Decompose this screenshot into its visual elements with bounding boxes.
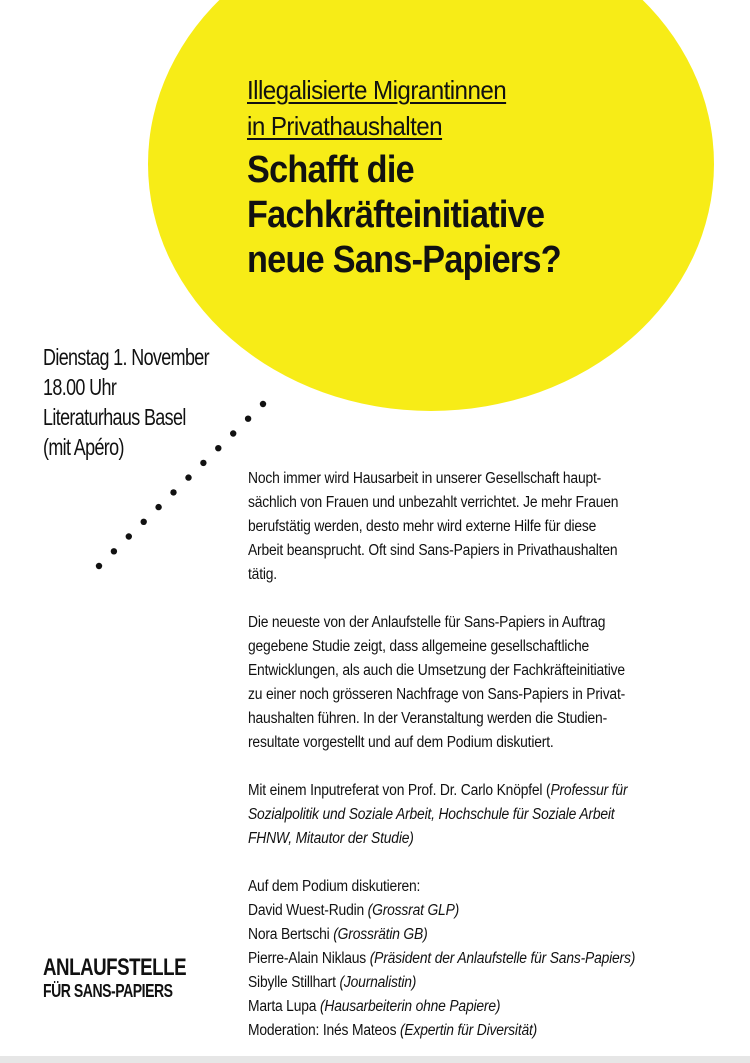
logo-line-2: FÜR SANS-PAPIERS — [43, 981, 173, 1001]
input-role-2: Sozialpolitik und Soziale Arbeit, Hochschule für Soziale Arbeit — [248, 806, 615, 823]
paragraph-line: sächlich von Frauen und unbezahlt verrichtet. Je mehr Frauen — [248, 494, 619, 511]
logo-line-1: ANLAUFSTELLE — [43, 954, 187, 981]
event-extra: (mit Apéro) — [43, 434, 124, 460]
study-paragraph — [248, 611, 698, 755]
input-paragraph — [248, 779, 698, 851]
participant-role: (Hausarbeiterin ohne Papiere) — [319, 998, 501, 1015]
participant-role: (Expertin für Diversität) — [399, 1022, 538, 1039]
intro-paragraph — [248, 467, 698, 587]
participant-name: Moderation: Inés Mateos — [248, 1022, 400, 1039]
subtitle-line-1: Illegalisierte Migrantinnen — [247, 75, 507, 105]
decoration-dot — [111, 548, 117, 554]
decoration-dot — [245, 416, 251, 422]
participant-role: (Grossrätin GB) — [333, 926, 428, 943]
input-role-3: FHNW, Mitautor der Studie) — [248, 830, 414, 847]
decoration-dot — [260, 401, 266, 407]
paragraph-line: berufstätig werden, desto mehr wird externe Hilfe für diese — [248, 518, 597, 535]
input-role-1: Professur für — [550, 782, 628, 799]
podium-participant — [248, 899, 698, 923]
podium-participant — [248, 995, 698, 1019]
participant-role: (Präsident der Anlaufstelle für Sans-Papiers) — [369, 950, 636, 967]
participant-role: (Journalistin) — [339, 974, 417, 991]
paragraph-line: tätig. — [248, 566, 277, 583]
title-line-2: Fachkräfteinitiative — [247, 194, 545, 236]
participant-role: (Grossrat GLP) — [367, 902, 460, 919]
paragraph-line: gegebene Studie zeigt, dass allgemeine gesellschaftliche — [248, 638, 590, 655]
participant-name: Sibylle Stillhart — [248, 974, 340, 991]
participant-name: David Wuest-Rudin — [248, 902, 368, 919]
paragraph-line: zu einer noch grösseren Nachfrage von Sans-Papiers in Privat- — [248, 686, 626, 703]
input-text: Mit einem Inputreferat von Prof. Dr. Carlo Knöpfel ( — [248, 782, 551, 799]
paragraph-line: Noch immer wird Hausarbeit in unserer Gesellschaft haupt- — [248, 470, 602, 487]
podium-participant — [248, 971, 698, 995]
paragraph-line: Die neueste von der Anlaufstelle für Sans-Papiers in Auftrag — [248, 614, 606, 631]
decoration-dot — [200, 460, 206, 466]
decoration-dot — [126, 533, 132, 539]
decoration-dot — [155, 504, 161, 510]
decoration-dot — [185, 474, 191, 480]
paragraph-line: Arbeit beansprucht. Oft sind Sans-Papiers in Privathaushalten — [248, 542, 618, 559]
decoration-dot — [215, 445, 221, 451]
event-date: Dienstag 1. November — [43, 344, 210, 370]
subtitle-line-2: in Privathaushalten — [247, 111, 443, 141]
decoration-dot — [230, 430, 236, 436]
podium-list — [248, 875, 698, 1043]
title-line-1: Schafft die — [247, 149, 414, 191]
paragraph-line: haushalten führen. In der Veranstaltung werden die Studien- — [248, 710, 608, 727]
decoration-dot — [170, 489, 176, 495]
decoration-dot — [141, 519, 147, 525]
podium-participant — [248, 1019, 698, 1043]
decoration-dot — [96, 563, 102, 569]
body-text — [248, 467, 698, 1063]
participant-name: Nora Bertschi — [248, 926, 334, 943]
participant-name: Marta Lupa — [248, 998, 320, 1015]
event-venue: Literaturhaus Basel — [43, 404, 186, 430]
paragraph-line: resultate vorgestellt und auf dem Podium diskutiert. — [248, 734, 554, 751]
title-line-3: neue Sans-Papiers? — [247, 239, 561, 281]
participant-name: Pierre-Alain Niklaus — [248, 950, 370, 967]
paragraph-line: Entwicklungen, als auch die Umsetzung der Fachkräfteinitiative — [248, 662, 625, 679]
organization-logo — [43, 956, 215, 1002]
event-time: 18.00 Uhr — [43, 374, 117, 400]
podium-participant — [248, 947, 698, 971]
podium-participant — [248, 923, 698, 947]
bottom-edge — [0, 1056, 750, 1063]
podium-heading: Auf dem Podium diskutieren: — [248, 878, 421, 895]
